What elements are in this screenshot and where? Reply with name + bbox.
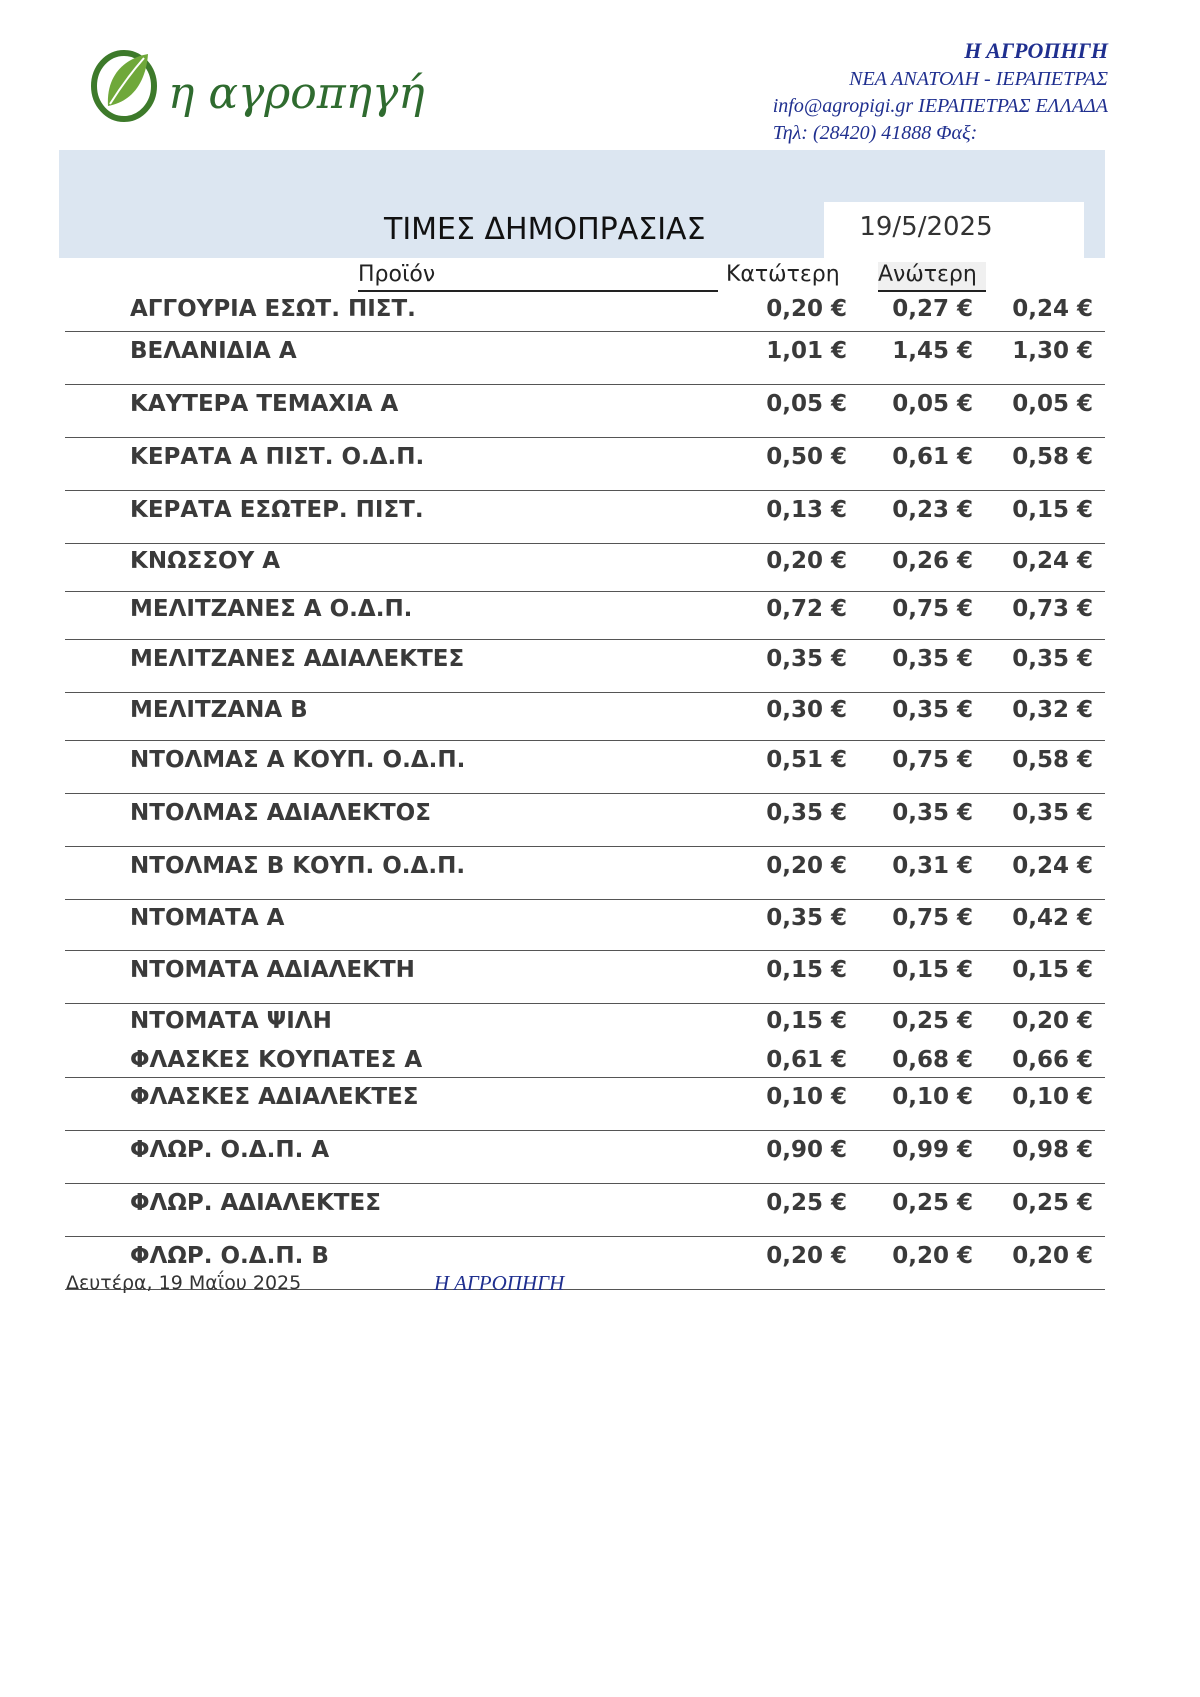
price-low: 0,30 €	[766, 697, 847, 723]
company-info	[773, 36, 1108, 147]
price-low: 0,35 €	[766, 800, 847, 826]
footer-date: Δευτέρα, 19 Μαΐου 2025	[66, 1272, 302, 1294]
price-low: 0,20 €	[766, 853, 847, 879]
price-average: 0,24 €	[1012, 548, 1093, 574]
price-average: 0,32 €	[1012, 697, 1093, 723]
company-logo	[86, 44, 425, 139]
table-row	[65, 1184, 1105, 1237]
product-name: ΦΛΑΣΚΕΣ ΑΔΙΑΛΕΚΤΕΣ	[130, 1084, 419, 1110]
price-average: 0,98 €	[1012, 1137, 1093, 1163]
price-average: 0,73 €	[1012, 596, 1093, 622]
price-high: 1,45 €	[892, 338, 973, 364]
footer-company: Η ΑΓΡΟΠΗΓΗ	[434, 1271, 565, 1295]
page-title: ΤΙΜΕΣ ΔΗΜΟΠΡΑΣΙΑΣ	[384, 212, 706, 247]
product-name: ΦΛΩΡ. Ο.Δ.Π. Β	[130, 1243, 329, 1269]
product-name: ΝΤΟΛΜΑΣ Β ΚΟΥΠ. Ο.Δ.Π.	[130, 853, 466, 879]
product-name: ΚΕΡΑΤΑ ΕΣΩΤΕΡ. ΠΙΣΤ.	[130, 497, 424, 523]
price-low: 0,10 €	[766, 1084, 847, 1110]
table-row	[65, 794, 1105, 847]
price-low: 0,25 €	[766, 1190, 847, 1216]
price-high: 0,27 €	[892, 296, 973, 322]
price-high: 0,35 €	[892, 800, 973, 826]
table-row	[65, 1078, 1105, 1131]
table-row	[65, 385, 1105, 438]
table-row	[65, 951, 1105, 1004]
table-row	[65, 741, 1105, 794]
price-average: 0,10 €	[1012, 1084, 1093, 1110]
table-row	[65, 1047, 1105, 1078]
price-low: 0,20 €	[766, 548, 847, 574]
product-name: ΝΤΟΜΑΤΑ ΨΙΛΗ	[130, 1008, 332, 1034]
price-high: 0,68 €	[892, 1047, 973, 1073]
table-row	[65, 1004, 1105, 1047]
price-average: 0,05 €	[1012, 391, 1093, 417]
product-name: ΦΛΑΣΚΕΣ ΚΟΥΠΑΤΕΣ Α	[130, 1047, 423, 1073]
price-low: 0,15 €	[766, 1008, 847, 1034]
table-row	[65, 847, 1105, 900]
price-low: 0,05 €	[766, 391, 847, 417]
price-low: 0,20 €	[766, 296, 847, 322]
auction-date: 19/5/2025	[859, 212, 993, 242]
price-high: 0,75 €	[892, 596, 973, 622]
column-header-product: Προϊόν	[358, 262, 718, 292]
product-name: ΒΕΛΑΝΙΔΙΑ Α	[130, 338, 297, 364]
price-high: 0,15 €	[892, 957, 973, 983]
company-address: ΝΕΑ ΑΝΑΤΟΛΗ - ΙΕΡΑΠΕΤΡΑΣ	[849, 68, 1108, 90]
price-average: 0,24 €	[1012, 296, 1093, 322]
table-row	[65, 640, 1105, 693]
product-name: ΝΤΟΛΜΑΣ ΑΔΙΑΛΕΚΤΟΣ	[130, 800, 431, 826]
product-name: ΜΕΛΙΤΖΑΝΕΣ ΑΔΙΑΛΕΚΤΕΣ	[130, 646, 465, 672]
table-row	[65, 491, 1105, 544]
price-low: 0,20 €	[766, 1243, 847, 1269]
product-name: ΦΛΩΡ. ΑΔΙΑΛΕΚΤΕΣ	[130, 1190, 381, 1216]
column-header-high: Ανώτερη	[878, 262, 986, 292]
product-name: ΝΤΟΜΑΤΑ Α	[130, 905, 285, 931]
table-row	[65, 544, 1105, 592]
product-name: ΦΛΩΡ. Ο.Δ.Π. Α	[130, 1137, 330, 1163]
price-high: 0,75 €	[892, 905, 973, 931]
price-average: 0,42 €	[1012, 905, 1093, 931]
table-row	[65, 900, 1105, 951]
price-average: 0,35 €	[1012, 800, 1093, 826]
company-phone: Τηλ: (28420) 41888 Φαξ:	[772, 122, 978, 144]
price-high: 0,10 €	[892, 1084, 973, 1110]
price-high: 0,75 €	[892, 747, 973, 773]
price-low: 0,50 €	[766, 444, 847, 470]
table-row	[65, 592, 1105, 640]
price-high: 0,05 €	[892, 391, 973, 417]
price-high: 0,23 €	[892, 497, 973, 523]
price-low: 1,01 €	[766, 338, 847, 364]
price-average: 0,15 €	[1012, 497, 1093, 523]
price-high: 0,99 €	[892, 1137, 973, 1163]
price-average: 0,25 €	[1012, 1190, 1093, 1216]
product-name: ΜΕΛΙΤΖΑΝΑ Β	[130, 697, 308, 723]
price-table	[65, 294, 1105, 1290]
price-low: 0,35 €	[766, 646, 847, 672]
price-average: 0,20 €	[1012, 1243, 1093, 1269]
price-average: 0,24 €	[1012, 853, 1093, 879]
table-row	[65, 438, 1105, 491]
price-high: 0,31 €	[892, 853, 973, 879]
product-name: ΝΤΟΜΑΤΑ ΑΔΙΑΛΕΚΤΗ	[130, 957, 415, 983]
price-average: 1,30 €	[1012, 338, 1093, 364]
price-average: 0,35 €	[1012, 646, 1093, 672]
product-name: ΚΑΥΤΕΡΑ ΤΕΜΑΧΙΑ Α	[130, 391, 399, 417]
price-high: 0,35 €	[892, 697, 973, 723]
price-low: 0,15 €	[766, 957, 847, 983]
price-high: 0,61 €	[892, 444, 973, 470]
price-low: 0,61 €	[766, 1047, 847, 1073]
price-average: 0,58 €	[1012, 747, 1093, 773]
leaf-icon	[94, 53, 154, 119]
product-name: ΚΝΩΣΣΟΥ Α	[130, 548, 281, 574]
column-header-low: Κατώτερη	[726, 262, 840, 287]
price-high: 0,26 €	[892, 548, 973, 574]
table-row	[65, 294, 1105, 332]
price-high: 0,25 €	[892, 1008, 973, 1034]
company-email: info@agropigi.gr ΙΕΡΑΠΕΤΡΑΣ ΕΛΛΑΔΑ	[772, 95, 1108, 117]
price-high: 0,25 €	[892, 1190, 973, 1216]
price-low: 0,35 €	[766, 905, 847, 931]
price-high: 0,35 €	[892, 646, 973, 672]
price-low: 0,13 €	[766, 497, 847, 523]
product-name: ΜΕΛΙΤΖΑΝΕΣ Α Ο.Δ.Π.	[130, 596, 413, 622]
price-average: 0,58 €	[1012, 444, 1093, 470]
table-row	[65, 693, 1105, 741]
product-name: ΑΓΓΟΥΡΙΑ ΕΣΩΤ. ΠΙΣΤ.	[130, 296, 416, 322]
product-name: ΝΤΟΛΜΑΣ Α ΚΟΥΠ. Ο.Δ.Π.	[130, 747, 466, 773]
price-average: 0,66 €	[1012, 1047, 1093, 1073]
price-average: 0,20 €	[1012, 1008, 1093, 1034]
table-row	[65, 1131, 1105, 1184]
table-row	[65, 332, 1105, 385]
price-average: 0,15 €	[1012, 957, 1093, 983]
company-name: Η ΑΓΡΟΠΗΓΗ	[964, 38, 1108, 63]
price-low: 0,72 €	[766, 596, 847, 622]
price-low: 0,51 €	[766, 747, 847, 773]
product-name: ΚΕΡΑΤΑ Α ΠΙΣΤ. Ο.Δ.Π.	[130, 444, 425, 470]
price-high: 0,20 €	[892, 1243, 973, 1269]
price-low: 0,90 €	[766, 1137, 847, 1163]
logo-wordmark: η αγροπηγή	[168, 68, 425, 119]
